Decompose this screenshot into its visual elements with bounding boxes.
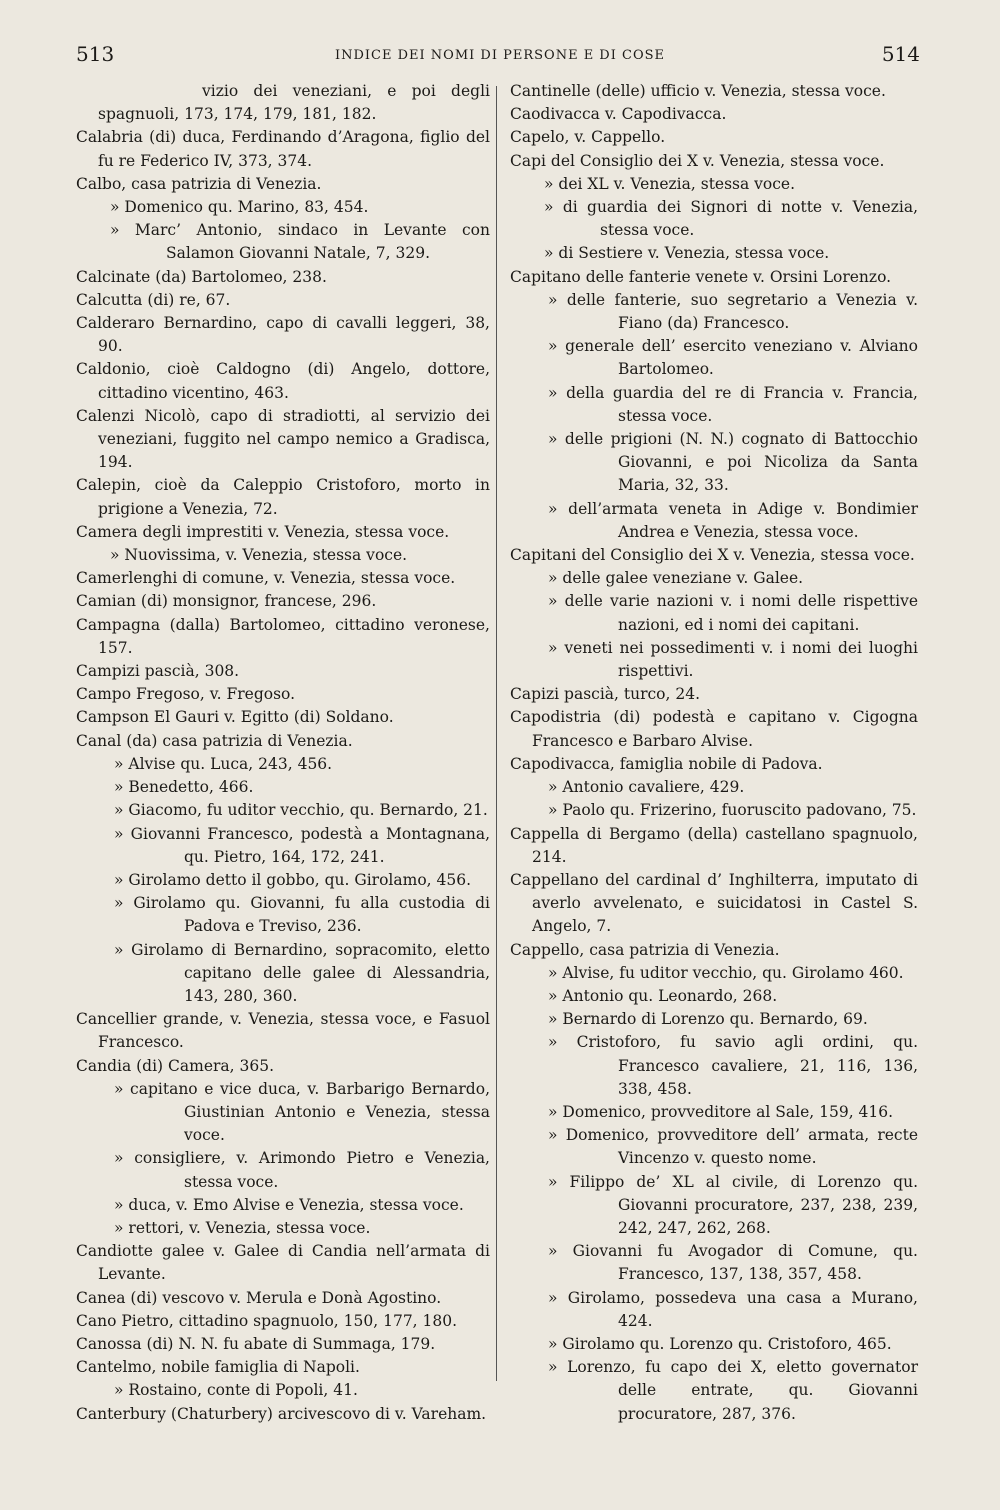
- index-entry: Cancellier grande, v. Venezia, stessa voce, e Fasuol Francesco.: [76, 1010, 490, 1052]
- index-entry: Cappella di Bergamo (della) castellano spagnuolo, 214.: [510, 824, 918, 866]
- index-entry: Caldonio, cioè Caldogno (di) Angelo, dottore, cittadino vicentino, 463.: [76, 360, 490, 402]
- index-entry: » veneti nei possedimenti v. i nomi dei luoghi rispettivi.: [548, 638, 918, 681]
- index-entry: Campizi pascià, 308.: [76, 662, 240, 681]
- index-entry: » duca, v. Emo Alvise e Venezia, stessa voce.: [114, 1195, 464, 1214]
- index-entry: » delle fanterie, suo segretario a Venezia v. Fiano (da) Francesco.: [548, 290, 918, 333]
- index-entry: Camerlenghi di comune, v. Venezia, stessa voce.: [76, 569, 456, 588]
- page-number-right: 514: [881, 42, 920, 66]
- right-column: [510, 80, 918, 1426]
- index-entry: Capizi pascià, turco, 24.: [510, 685, 701, 704]
- index-entry: » delle varie nazioni v. i nomi delle rispettive nazioni, ed i nomi dei capitani.: [548, 592, 918, 634]
- index-entry: Capitano delle fanterie venete v. Orsini Lorenzo.: [510, 267, 892, 286]
- index-entry: » Benedetto, 466.: [114, 778, 254, 797]
- index-entry: » Paolo qu. Frizerino, fuoruscito padovano, 75.: [548, 801, 917, 820]
- index-entry: Capi del Consiglio dei X v. Venezia, stessa voce.: [510, 151, 885, 170]
- index-entry: » Domenico qu. Marino, 83, 454.: [110, 198, 369, 217]
- index-entry: » Girolamo detto il gobbo, qu. Girolamo, 456.: [114, 870, 472, 889]
- index-entry: Camian (di) monsignor, francese, 296.: [76, 592, 377, 611]
- index-entry: » Girolamo, possedeva una casa a Murano, 424.: [548, 1288, 918, 1330]
- index-entry: Capelo, v. Cappello.: [510, 128, 666, 147]
- running-title: INDICE DEI NOMI DI PERSONE E DI COSE: [334, 48, 666, 63]
- index-entry: » generale dell’ esercito veneziano v. Alviano Bartolomeo.: [548, 337, 918, 379]
- index-entry: Camera degli imprestiti v. Venezia, stessa voce.: [76, 522, 450, 541]
- index-entry: » Alvise, fu uditor vecchio, qu. Girolamo 460.: [548, 963, 904, 982]
- left-column: [76, 80, 490, 1426]
- index-entry: » consigliere, v. Arimondo Pietro e Venezia, stessa voce.: [114, 1149, 490, 1191]
- index-entry: Cappello, casa patrizia di Venezia.: [510, 940, 780, 959]
- index-entry: » dell’armata veneta in Adige v. Bondimier Andrea e Venezia, stessa voce.: [548, 499, 918, 541]
- index-entry: » di Sestiere v. Venezia, stessa voce.: [544, 244, 830, 263]
- index-entry: » delle galee veneziane v. Galee.: [548, 569, 804, 588]
- index-entry: Campo Fregoso, v. Fregoso.: [76, 685, 296, 704]
- index-entry: Candiotte galee v. Galee di Candia nell’armata di Levante.: [76, 1242, 490, 1284]
- index-entry: Canal (da) casa patrizia di Venezia.: [76, 731, 353, 750]
- index-entry: Calcutta (di) re, 67.: [76, 290, 231, 309]
- column-divider: [496, 86, 497, 1381]
- index-entry: » Marc’ Antonio, sindaco in Levante con Salamon Giovanni Natale, 7, 329.: [110, 221, 490, 263]
- index-entry: Cappellano del cardinal d’ Inghilterra, imputato di averlo avvelenato, e suicidatosi in Castel S. Angelo, 7.: [510, 870, 918, 936]
- index-entry: Cantelmo, nobile famiglia di Napoli.: [76, 1358, 360, 1377]
- index-entry: » Cristoforo, fu savio agli ordini, qu. Francesco cavaliere, 21, 116, 136, 338, 458.: [548, 1033, 918, 1098]
- index-entry: Calabria (di) duca, Ferdinando d’Aragona, figlio del fu re Federico IV, 373, 374.: [76, 128, 490, 170]
- index-entry: » Girolamo qu. Lorenzo qu. Cristoforo, 465.: [548, 1334, 892, 1353]
- index-entry: » capitano e vice duca, v. Barbarigo Bernardo, Giustinian Antonio e Venezia, stessa voce.: [114, 1079, 490, 1145]
- page-number-left: 513: [76, 42, 115, 66]
- index-entry: vizio dei veneziani, e poi degli spagnuoli, 173, 174, 179, 181, 182.: [98, 82, 490, 124]
- index-entry: Calenzi Nicolò, capo di stradiotti, al servizio dei veneziani, fuggito nel campo nemico a Gradisca, 194.: [76, 406, 490, 472]
- index-entry: » Girolamo qu. Giovanni, fu alla custodia di Padova e Treviso, 236.: [114, 894, 490, 936]
- index-entry: Canterbury (Chaturbery) arcivescovo di v. Vareham.: [76, 1404, 487, 1423]
- index-entry: » delle prigioni (N. N.) cognato di Battocchio Giovanni, e poi Nicoliza da Santa Maria, 32, 33.: [548, 430, 918, 495]
- index-entry: » rettori, v. Venezia, stessa voce.: [114, 1218, 371, 1237]
- index-entry: » Nuovissima, v. Venezia, stessa voce.: [110, 546, 408, 565]
- index-entry: Cano Pietro, cittadino spagnuolo, 150, 177, 180.: [76, 1311, 458, 1330]
- index-entry: Capitani del Consiglio dei X v. Venezia, stessa voce.: [510, 546, 915, 565]
- index-entry: » Giacomo, fu uditor vecchio, qu. Bernardo, 21.: [114, 801, 488, 820]
- index-entry: Capodivacca, famiglia nobile di Padova.: [510, 754, 823, 773]
- index-entry: » della guardia del re di Francia v. Francia, stessa voce.: [548, 383, 918, 425]
- index-entry: Canea (di) vescovo v. Merula e Donà Agostino.: [76, 1288, 442, 1307]
- index-entry: Calbo, casa patrizia di Venezia.: [76, 174, 322, 193]
- index-entry: Calderaro Bernardino, capo di cavalli leggeri, 38, 90.: [76, 314, 490, 356]
- index-entry: Canossa (di) N. N. fu abate di Summaga, 179.: [76, 1334, 436, 1353]
- index-entry: » Domenico, provveditore dell’ armata, recte Vincenzo v. questo nome.: [548, 1126, 918, 1168]
- index-entry: » Lorenzo, fu capo dei X, eletto governator delle entrate, qu. Giovanni procuratore, 287, 376.: [548, 1358, 918, 1423]
- index-entry: » Bernardo di Lorenzo qu. Bernardo, 69.: [548, 1010, 868, 1029]
- index-entry: Cantinelle (delle) ufficio v. Venezia, stessa voce.: [510, 82, 886, 100]
- page-header: [0, 42, 1000, 72]
- index-entry: » Filippo de’ XL al civile, di Lorenzo qu. Giovanni procuratore, 237, 238, 239, 242, 247, 262, 268.: [548, 1172, 918, 1237]
- index-entry: » Girolamo di Bernardino, sopracomito, eletto capitano delle galee di Alessandria, 143, 280, 360.: [114, 940, 490, 1005]
- index-entry: » Giovanni Francesco, podestà a Montagnana, qu. Pietro, 164, 172, 241.: [114, 824, 490, 866]
- index-entry: Calepin, cioè da Caleppio Cristoforo, morto in prigione a Venezia, 72.: [76, 476, 490, 518]
- index-entry: Capodistria (di) podestà e capitano v. Cigogna Francesco e Barbaro Alvise.: [510, 708, 918, 750]
- index-entry: » Antonio cavaliere, 429.: [548, 778, 745, 797]
- index-entry: » dei XL v. Venezia, stessa voce.: [544, 174, 796, 193]
- index-entry: » Alvise qu. Luca, 243, 456.: [114, 754, 333, 773]
- index-entry: Campson El Gauri v. Egitto (di) Soldano.: [76, 708, 394, 727]
- index-entry: Campagna (dalla) Bartolomeo, cittadino veronese, 157.: [76, 615, 490, 657]
- index-entry: » Domenico, provveditore al Sale, 159, 416.: [548, 1102, 894, 1121]
- index-entry: Candia (di) Camera, 365.: [76, 1056, 275, 1075]
- index-entry: » Rostaino, conte di Popoli, 41.: [114, 1381, 358, 1400]
- index-entry: » di guardia dei Signori di notte v. Venezia, stessa voce.: [544, 198, 918, 240]
- index-entry: » Antonio qu. Leonardo, 268.: [548, 986, 778, 1005]
- index-entry: Calcinate (da) Bartolomeo, 238.: [76, 267, 327, 286]
- index-entry: » Giovanni fu Avogador di Comune, qu. Francesco, 137, 138, 357, 458.: [548, 1242, 918, 1284]
- index-entry: Caodivacca v. Capodivacca.: [510, 105, 727, 124]
